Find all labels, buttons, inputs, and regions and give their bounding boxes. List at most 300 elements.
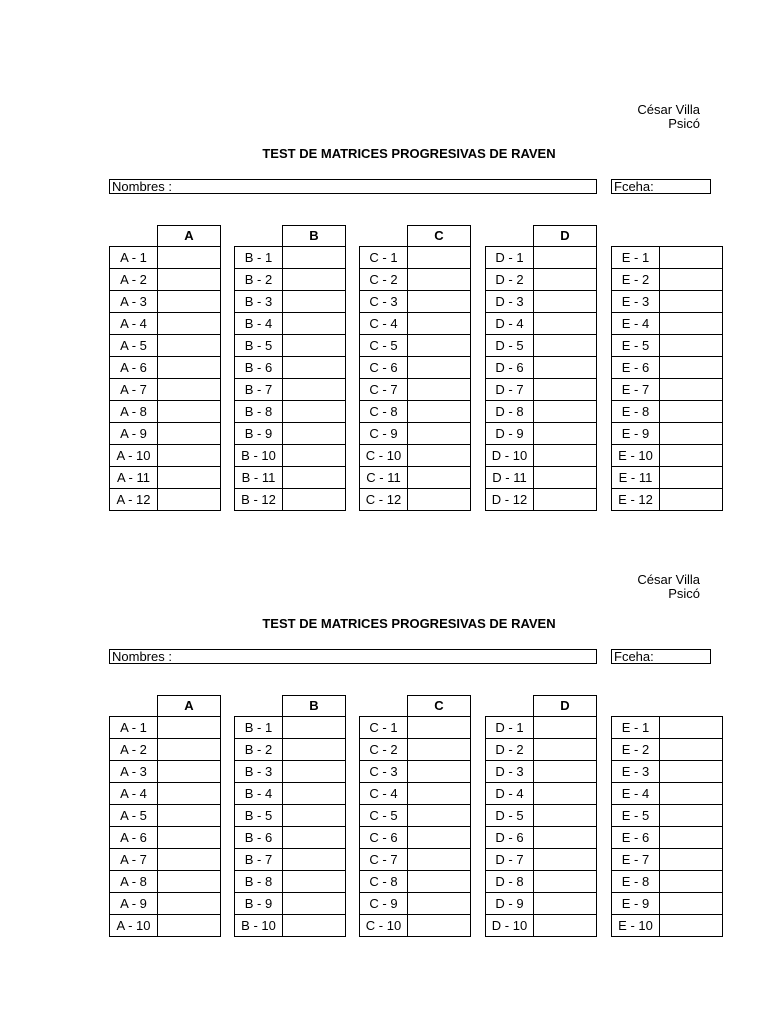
answer-cell[interactable]	[158, 827, 220, 848]
answer-row	[485, 827, 597, 849]
answer-cell[interactable]	[534, 805, 596, 826]
item-label: C - 4	[360, 313, 408, 334]
answer-row	[109, 849, 221, 871]
answer-row	[234, 915, 346, 937]
answer-row	[359, 269, 471, 291]
answer-row	[109, 915, 221, 937]
answer-cell[interactable]	[660, 761, 722, 782]
answer-row	[611, 357, 723, 379]
answer-cell[interactable]	[408, 445, 470, 466]
answer-cell[interactable]	[660, 401, 722, 422]
answer-cell[interactable]	[408, 761, 470, 782]
item-label: C - 3	[360, 761, 408, 782]
answer-row	[109, 291, 221, 313]
answer-rows	[234, 716, 346, 937]
item-label: C - 2	[360, 739, 408, 760]
answer-row	[611, 739, 723, 761]
answer-row	[611, 805, 723, 827]
item-label: E - 9	[612, 423, 660, 444]
answer-cell[interactable]	[534, 849, 596, 870]
item-label: E - 11	[612, 467, 660, 488]
answer-row	[234, 247, 346, 269]
item-label: D - 10	[486, 445, 534, 466]
answer-row	[359, 827, 471, 849]
item-label: C - 11	[360, 467, 408, 488]
answer-cell[interactable]	[408, 269, 470, 290]
answer-cell[interactable]	[534, 915, 596, 936]
item-label: E - 8	[612, 401, 660, 422]
answer-cell[interactable]	[408, 247, 470, 268]
answer-cell[interactable]	[660, 717, 722, 738]
answer-row	[611, 423, 723, 445]
answer-cell[interactable]	[158, 489, 220, 510]
answer-cell[interactable]	[660, 379, 722, 400]
answer-row	[359, 849, 471, 871]
answer-row	[485, 849, 597, 871]
answer-row	[359, 761, 471, 783]
item-label: C - 6	[360, 357, 408, 378]
item-label: E - 10	[612, 445, 660, 466]
item-label: B - 4	[235, 313, 283, 334]
answer-cell[interactable]	[408, 739, 470, 760]
item-label: C - 7	[360, 849, 408, 870]
answer-cell[interactable]	[283, 291, 345, 312]
item-label: D - 5	[486, 335, 534, 356]
item-label: E - 7	[612, 379, 660, 400]
item-label: C - 1	[360, 247, 408, 268]
answer-row	[359, 357, 471, 379]
answer-row	[485, 313, 597, 335]
item-label: E - 2	[612, 739, 660, 760]
item-label: A - 6	[110, 357, 158, 378]
answer-cell[interactable]	[534, 739, 596, 760]
answer-cell[interactable]	[158, 247, 220, 268]
answer-cell[interactable]	[408, 357, 470, 378]
answer-cell[interactable]	[283, 761, 345, 782]
answer-cell[interactable]	[283, 335, 345, 356]
item-label: B - 4	[235, 783, 283, 804]
answer-cell[interactable]	[283, 401, 345, 422]
item-label: C - 8	[360, 871, 408, 892]
answer-cell[interactable]	[283, 379, 345, 400]
answer-cell[interactable]	[660, 445, 722, 466]
item-label: A - 2	[110, 739, 158, 760]
item-label: B - 10	[235, 445, 283, 466]
answer-cell[interactable]	[158, 893, 220, 914]
item-label: D - 6	[486, 357, 534, 378]
item-label: B - 7	[235, 379, 283, 400]
answer-cell[interactable]	[283, 915, 345, 936]
answer-row	[109, 313, 221, 335]
answer-rows	[234, 246, 346, 511]
answer-cell[interactable]	[158, 423, 220, 444]
answer-cell[interactable]	[660, 739, 722, 760]
answer-row	[109, 739, 221, 761]
answer-row	[485, 357, 597, 379]
answer-row	[109, 335, 221, 357]
answer-rows	[485, 246, 597, 511]
names-field[interactable]: Nombres :	[109, 649, 597, 664]
answer-cell[interactable]	[158, 379, 220, 400]
answer-row	[611, 335, 723, 357]
answer-cell[interactable]	[660, 489, 722, 510]
item-label: C - 2	[360, 269, 408, 290]
answer-row	[234, 739, 346, 761]
item-label: B - 1	[235, 717, 283, 738]
answer-row	[109, 805, 221, 827]
answer-cell[interactable]	[158, 269, 220, 290]
answer-cell[interactable]	[408, 915, 470, 936]
answer-cell[interactable]	[660, 915, 722, 936]
item-label: D - 8	[486, 871, 534, 892]
answer-cell[interactable]	[158, 761, 220, 782]
answer-row	[109, 445, 221, 467]
answer-row	[611, 893, 723, 915]
answer-cell[interactable]	[534, 379, 596, 400]
answer-cell[interactable]	[408, 871, 470, 892]
item-label: D - 4	[486, 313, 534, 334]
answer-row	[485, 805, 597, 827]
answer-cell[interactable]	[283, 269, 345, 290]
answer-cell[interactable]	[660, 849, 722, 870]
answer-row	[485, 489, 597, 511]
answer-row	[234, 489, 346, 511]
item-label: E - 12	[612, 489, 660, 510]
item-label: A - 7	[110, 849, 158, 870]
answer-cell[interactable]	[283, 247, 345, 268]
answer-cell[interactable]	[660, 893, 722, 914]
answer-cell[interactable]	[283, 489, 345, 510]
item-label: A - 8	[110, 871, 158, 892]
answer-row	[109, 467, 221, 489]
item-label: D - 5	[486, 805, 534, 826]
answer-cell[interactable]	[660, 423, 722, 444]
column-header: D	[533, 695, 597, 717]
item-label: D - 8	[486, 401, 534, 422]
answer-row	[485, 269, 597, 291]
answer-row	[611, 871, 723, 893]
answer-row	[359, 423, 471, 445]
item-label: C - 5	[360, 805, 408, 826]
column-header: A	[157, 695, 221, 717]
date-field[interactable]: Fceha:	[611, 179, 711, 194]
answer-row	[359, 445, 471, 467]
answer-cell[interactable]	[534, 335, 596, 356]
answer-cell[interactable]	[660, 783, 722, 804]
answer-row	[109, 269, 221, 291]
author-title: Psicó	[668, 586, 700, 601]
answer-cell[interactable]	[283, 893, 345, 914]
answer-row	[109, 761, 221, 783]
answer-row	[359, 291, 471, 313]
item-label: E - 5	[612, 805, 660, 826]
item-label: E - 7	[612, 849, 660, 870]
answer-cell[interactable]	[158, 717, 220, 738]
item-label: C - 1	[360, 717, 408, 738]
item-label: B - 2	[235, 739, 283, 760]
test-title: TEST DE MATRICES PROGRESIVAS DE RAVEN	[262, 146, 556, 161]
answer-cell[interactable]	[408, 717, 470, 738]
item-label: E - 10	[612, 915, 660, 936]
answer-cell[interactable]	[158, 849, 220, 870]
answer-row	[485, 783, 597, 805]
answer-cell[interactable]	[534, 489, 596, 510]
answer-cell[interactable]	[534, 761, 596, 782]
answer-row	[611, 761, 723, 783]
answer-cell[interactable]	[660, 805, 722, 826]
answer-row	[611, 379, 723, 401]
item-label: C - 4	[360, 783, 408, 804]
column-header: D	[533, 225, 597, 247]
answer-row	[234, 313, 346, 335]
answer-row	[611, 717, 723, 739]
item-label: D - 1	[486, 717, 534, 738]
answer-row	[234, 717, 346, 739]
answer-cell[interactable]	[408, 489, 470, 510]
answer-cell[interactable]	[660, 871, 722, 892]
item-label: D - 7	[486, 849, 534, 870]
answer-row	[359, 871, 471, 893]
answer-row	[359, 335, 471, 357]
answer-row	[109, 423, 221, 445]
item-label: A - 4	[110, 783, 158, 804]
answer-cell[interactable]	[534, 357, 596, 378]
answer-row	[359, 313, 471, 335]
item-label: E - 4	[612, 313, 660, 334]
answer-cell[interactable]	[534, 291, 596, 312]
answer-cell[interactable]	[534, 247, 596, 268]
answer-row	[485, 247, 597, 269]
answer-cell[interactable]	[660, 247, 722, 268]
answer-row	[109, 827, 221, 849]
answer-cell[interactable]	[158, 291, 220, 312]
item-label: E - 1	[612, 247, 660, 268]
item-label: E - 6	[612, 827, 660, 848]
answer-row	[485, 423, 597, 445]
item-label: E - 1	[612, 717, 660, 738]
answer-cell[interactable]	[408, 783, 470, 804]
answer-cell[interactable]	[408, 827, 470, 848]
answer-cell[interactable]	[660, 357, 722, 378]
answer-row	[485, 893, 597, 915]
answer-cell[interactable]	[660, 291, 722, 312]
answer-cell[interactable]	[534, 269, 596, 290]
item-label: B - 8	[235, 871, 283, 892]
answer-cell[interactable]	[283, 313, 345, 334]
answer-cell[interactable]	[158, 401, 220, 422]
item-label: A - 6	[110, 827, 158, 848]
answer-row	[611, 827, 723, 849]
answer-cell[interactable]	[283, 739, 345, 760]
column-header: B	[282, 225, 346, 247]
answer-cell[interactable]	[408, 805, 470, 826]
answer-cell[interactable]	[158, 805, 220, 826]
answer-cell[interactable]	[283, 871, 345, 892]
answer-cell[interactable]	[534, 445, 596, 466]
answer-cell[interactable]	[283, 423, 345, 444]
answer-cell[interactable]	[158, 915, 220, 936]
answer-cell[interactable]	[660, 335, 722, 356]
answer-cell[interactable]	[408, 467, 470, 488]
answer-row	[485, 761, 597, 783]
answer-rows	[359, 246, 471, 511]
answer-cell[interactable]	[534, 783, 596, 804]
answer-cell[interactable]	[660, 269, 722, 290]
answer-cell[interactable]	[534, 717, 596, 738]
answer-row	[234, 783, 346, 805]
answer-rows	[485, 716, 597, 937]
item-label: B - 3	[235, 291, 283, 312]
answer-row	[359, 717, 471, 739]
answer-cell[interactable]	[408, 849, 470, 870]
item-label: B - 12	[235, 489, 283, 510]
answer-cell[interactable]	[283, 445, 345, 466]
item-label: A - 5	[110, 335, 158, 356]
item-label: D - 7	[486, 379, 534, 400]
answer-row	[359, 805, 471, 827]
answer-row	[109, 893, 221, 915]
answer-cell[interactable]	[660, 827, 722, 848]
item-label: B - 7	[235, 849, 283, 870]
item-label: A - 9	[110, 893, 158, 914]
answer-cell[interactable]	[283, 827, 345, 848]
answer-rows	[109, 246, 221, 511]
answer-row	[109, 871, 221, 893]
answer-cell[interactable]	[534, 423, 596, 444]
item-label: D - 9	[486, 423, 534, 444]
item-label: E - 3	[612, 761, 660, 782]
answer-row	[234, 467, 346, 489]
answer-cell[interactable]	[158, 871, 220, 892]
answer-cell[interactable]	[283, 783, 345, 804]
answer-cell[interactable]	[158, 335, 220, 356]
item-label: C - 8	[360, 401, 408, 422]
item-label: A - 1	[110, 717, 158, 738]
item-label: C - 3	[360, 291, 408, 312]
answer-cell[interactable]	[408, 893, 470, 914]
answer-cell[interactable]	[158, 783, 220, 804]
answer-row	[611, 489, 723, 511]
author-title: Psicó	[668, 116, 700, 131]
date-field[interactable]: Fceha:	[611, 649, 711, 664]
item-label: B - 5	[235, 805, 283, 826]
answer-row	[611, 269, 723, 291]
answer-cell[interactable]	[158, 357, 220, 378]
answer-cell[interactable]	[283, 357, 345, 378]
answer-row	[359, 401, 471, 423]
item-label: B - 9	[235, 893, 283, 914]
answer-cell[interactable]	[158, 739, 220, 760]
answer-row	[485, 401, 597, 423]
answer-cell[interactable]	[283, 805, 345, 826]
answer-row	[611, 849, 723, 871]
item-label: C - 12	[360, 489, 408, 510]
answer-cell[interactable]	[283, 467, 345, 488]
answer-row	[485, 291, 597, 313]
item-label: C - 9	[360, 423, 408, 444]
answer-cell[interactable]	[158, 313, 220, 334]
answer-row	[611, 291, 723, 313]
answer-cell[interactable]	[283, 717, 345, 738]
item-label: A - 10	[110, 915, 158, 936]
answer-row	[234, 893, 346, 915]
item-label: D - 12	[486, 489, 534, 510]
item-label: B - 9	[235, 423, 283, 444]
answer-cell[interactable]	[408, 379, 470, 400]
answer-cell[interactable]	[534, 313, 596, 334]
answer-cell[interactable]	[158, 445, 220, 466]
answer-row	[109, 783, 221, 805]
answer-cell[interactable]	[534, 893, 596, 914]
item-label: C - 10	[360, 915, 408, 936]
answer-row	[485, 915, 597, 937]
author-name: César Villa	[637, 102, 700, 117]
answer-row	[485, 467, 597, 489]
item-label: D - 1	[486, 247, 534, 268]
test-title: TEST DE MATRICES PROGRESIVAS DE RAVEN	[262, 616, 556, 631]
item-label: B - 2	[235, 269, 283, 290]
item-label: E - 3	[612, 291, 660, 312]
item-label: B - 1	[235, 247, 283, 268]
item-label: D - 3	[486, 291, 534, 312]
answer-cell[interactable]	[534, 467, 596, 488]
item-label: D - 4	[486, 783, 534, 804]
answer-row	[234, 379, 346, 401]
item-label: D - 6	[486, 827, 534, 848]
answer-row	[109, 489, 221, 511]
item-label: D - 11	[486, 467, 534, 488]
answer-cell[interactable]	[534, 827, 596, 848]
answer-cell[interactable]	[408, 291, 470, 312]
answer-row	[109, 717, 221, 739]
answer-row	[234, 269, 346, 291]
item-label: D - 10	[486, 915, 534, 936]
answer-cell[interactable]	[534, 401, 596, 422]
answer-row	[359, 247, 471, 269]
column-header: A	[157, 225, 221, 247]
item-label: D - 3	[486, 761, 534, 782]
answer-cell[interactable]	[660, 467, 722, 488]
answer-cell[interactable]	[408, 401, 470, 422]
answer-cell[interactable]	[408, 335, 470, 356]
answer-row	[234, 871, 346, 893]
answer-cell[interactable]	[660, 313, 722, 334]
answer-cell[interactable]	[534, 871, 596, 892]
answer-row	[109, 379, 221, 401]
names-field[interactable]: Nombres :	[109, 179, 597, 194]
item-label: A - 9	[110, 423, 158, 444]
answer-row	[485, 871, 597, 893]
item-label: B - 3	[235, 761, 283, 782]
item-label: C - 7	[360, 379, 408, 400]
answer-cell[interactable]	[283, 849, 345, 870]
item-label: E - 4	[612, 783, 660, 804]
answer-row	[109, 247, 221, 269]
item-label: A - 10	[110, 445, 158, 466]
item-label: A - 8	[110, 401, 158, 422]
answer-cell[interactable]	[408, 313, 470, 334]
item-label: C - 5	[360, 335, 408, 356]
item-label: B - 8	[235, 401, 283, 422]
item-label: A - 2	[110, 269, 158, 290]
item-label: B - 10	[235, 915, 283, 936]
answer-cell[interactable]	[408, 423, 470, 444]
answer-rows	[359, 716, 471, 937]
answer-row	[611, 313, 723, 335]
answer-row	[485, 445, 597, 467]
answer-cell[interactable]	[158, 467, 220, 488]
answer-rows	[611, 246, 723, 511]
